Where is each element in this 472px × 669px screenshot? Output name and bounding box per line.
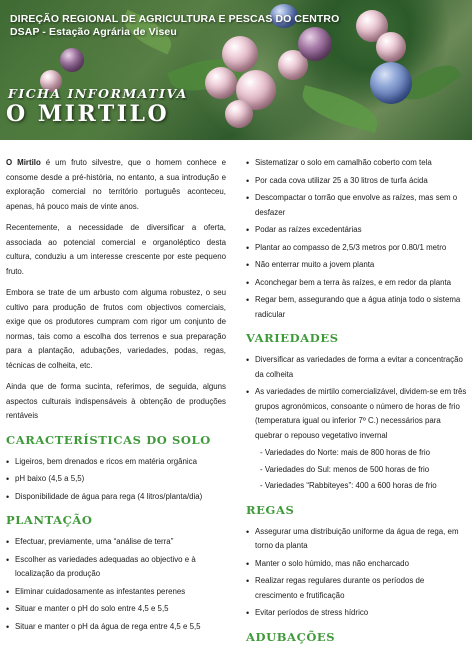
- variedades-list: [246, 353, 468, 443]
- left-column: [6, 156, 226, 637]
- list-item: • Por cada cova utilizar 25 a 30 litros de turfa ácida: [246, 174, 468, 189]
- list-item: • Aconchegar bem a terra às raízes, e em redor da planta: [246, 276, 468, 291]
- list-item: • Assegurar uma distribuição uniforme da água de rega, em torno da planta: [246, 525, 468, 554]
- organization-unit: DSAP - Estação Agrária de Viseu: [10, 26, 177, 38]
- sub-list-item: - Variedades do Norte: mais de 800 horas de frio: [260, 448, 431, 457]
- list-item: • Não enterrar muito a jovem planta: [246, 258, 468, 273]
- document-kicker: FICHA INFORMATIVA: [8, 86, 188, 101]
- list-item: • Podar as raízes excedentárias: [246, 223, 468, 238]
- list-item: • Eliminar cuidadosamente as infestantes perenes: [6, 585, 226, 600]
- list-item: • Ligeiros, bem drenados e ricos em matéria orgânica: [6, 455, 226, 470]
- intro-paragraph: [6, 156, 226, 214]
- list-item: • Descompactar o torrão que envolve as raízes, mas sem o desfazer: [246, 191, 468, 220]
- section-heading-regas: REGAS: [246, 502, 295, 517]
- variedades-sublist: [260, 446, 468, 494]
- header-banner: [0, 0, 472, 140]
- list-item: • Plantar ao compasso de 2,5/3 metros por 0.80/1 metro: [246, 241, 468, 256]
- list-item: • Situar e manter o pH da água de rega entre 4,5 e 5,5: [6, 620, 226, 635]
- list-item: • Manter o solo húmido, mas não encharcado: [246, 557, 468, 572]
- berry-image: [60, 48, 84, 72]
- list-item: • Realizar regas regulares durante os períodos de crescimento e frutificação: [246, 574, 468, 603]
- list-item: • Evitar períodos de stress hídrico: [246, 606, 468, 621]
- section-heading-caracteristicas: CARACTERÍSTICAS DO SOLO: [6, 432, 211, 447]
- plantacao-list-continued: [246, 156, 468, 322]
- berry-image: [370, 62, 412, 104]
- section-heading-plantacao: PLANTAÇÃO: [6, 513, 93, 527]
- intro-text: é um fruto silvestre, que o homem conhece e consome desde a pré-história, no entanto, a sua introdução e exploração comercial no território português aconteceu, apenas, há pouco mais de vinte anos.: [6, 158, 226, 211]
- berry-image: [222, 36, 258, 72]
- right-column: [246, 156, 468, 652]
- regas-list: [246, 525, 468, 621]
- list-item: • Escolher as variedades adequadas ao objectivo e à localização da produção: [6, 553, 226, 582]
- intro-paragraph: Recentemente, a necessidade de diversificar a oferta, associada ao potencial comercial e organoléptico desta cultura, conduziu a um interesse crescente por este pequeno fruto.: [6, 223, 226, 276]
- berry-image: [225, 100, 253, 128]
- list-item: • pH baixo (4,5 a 5,5): [6, 472, 226, 487]
- intro-paragraph: Ainda que de forma sucinta, referimos, de seguida, alguns aspectos culturais indispensáveis à obtenção de produções rentáveis: [6, 382, 226, 420]
- berry-image: [376, 32, 406, 62]
- list-item: • Regar bem, assegurando que a água atinja todo o sistema radicular: [246, 293, 468, 322]
- intro-bold-term: O Mirtilo: [6, 158, 41, 167]
- berry-image: [205, 67, 237, 99]
- list-item: • As variedades de mirtilo comercializável, dividem-se em três grupos agronómicos, consoante o número de horas de frio (temperatura igual ou inferior 7º C.) necessários para quebrar o repouso vegetativo invernal: [246, 385, 468, 443]
- list-item: • Disponibilidade de água para rega (4 litros/planta/dia): [6, 490, 226, 505]
- berry-image: [298, 27, 332, 61]
- list-item: • Diversificar as variedades de forma a evitar a concentração da colheita: [246, 353, 468, 382]
- document-title: O MIRTILO: [6, 101, 170, 127]
- list-item: • Efectuar, previamente, uma “análise de terra”: [6, 535, 226, 550]
- list-item: • Sistematizar o solo em camalhão coberto com tela: [246, 156, 468, 171]
- section-heading-variedades: VARIEDADES: [246, 331, 339, 345]
- organization-name: DIREÇÃO REGIONAL DE AGRICULTURA E PESCAS DO CENTRO: [10, 13, 340, 25]
- list-item: • Situar e manter o pH do solo entre 4,5 e 5,5: [6, 602, 226, 617]
- leaf-decoration: [298, 85, 383, 133]
- section-heading-adubacoes: ADUBAÇÕES: [246, 629, 336, 644]
- plantacao-list: [6, 535, 226, 634]
- sub-list-item: - Variedades “Rabbiteyes”: 400 a 600 horas de frio: [260, 481, 437, 490]
- intro-paragraph: Embora se trate de um arbusto com alguma robustez, o seu cultivo para produção de frutos com objectivos comerciais, exige que os produtores cumpram com rigor um conjunto de normas, tais como a escolha dos terrenos e sua preparação para a plantação, adubações, variedades, podas, regas, técnicas de colheita, etc.: [6, 288, 226, 370]
- sub-list-item: - Variedades do Sul: menos de 500 horas de frio: [260, 464, 430, 474]
- caracteristicas-list: [6, 455, 226, 505]
